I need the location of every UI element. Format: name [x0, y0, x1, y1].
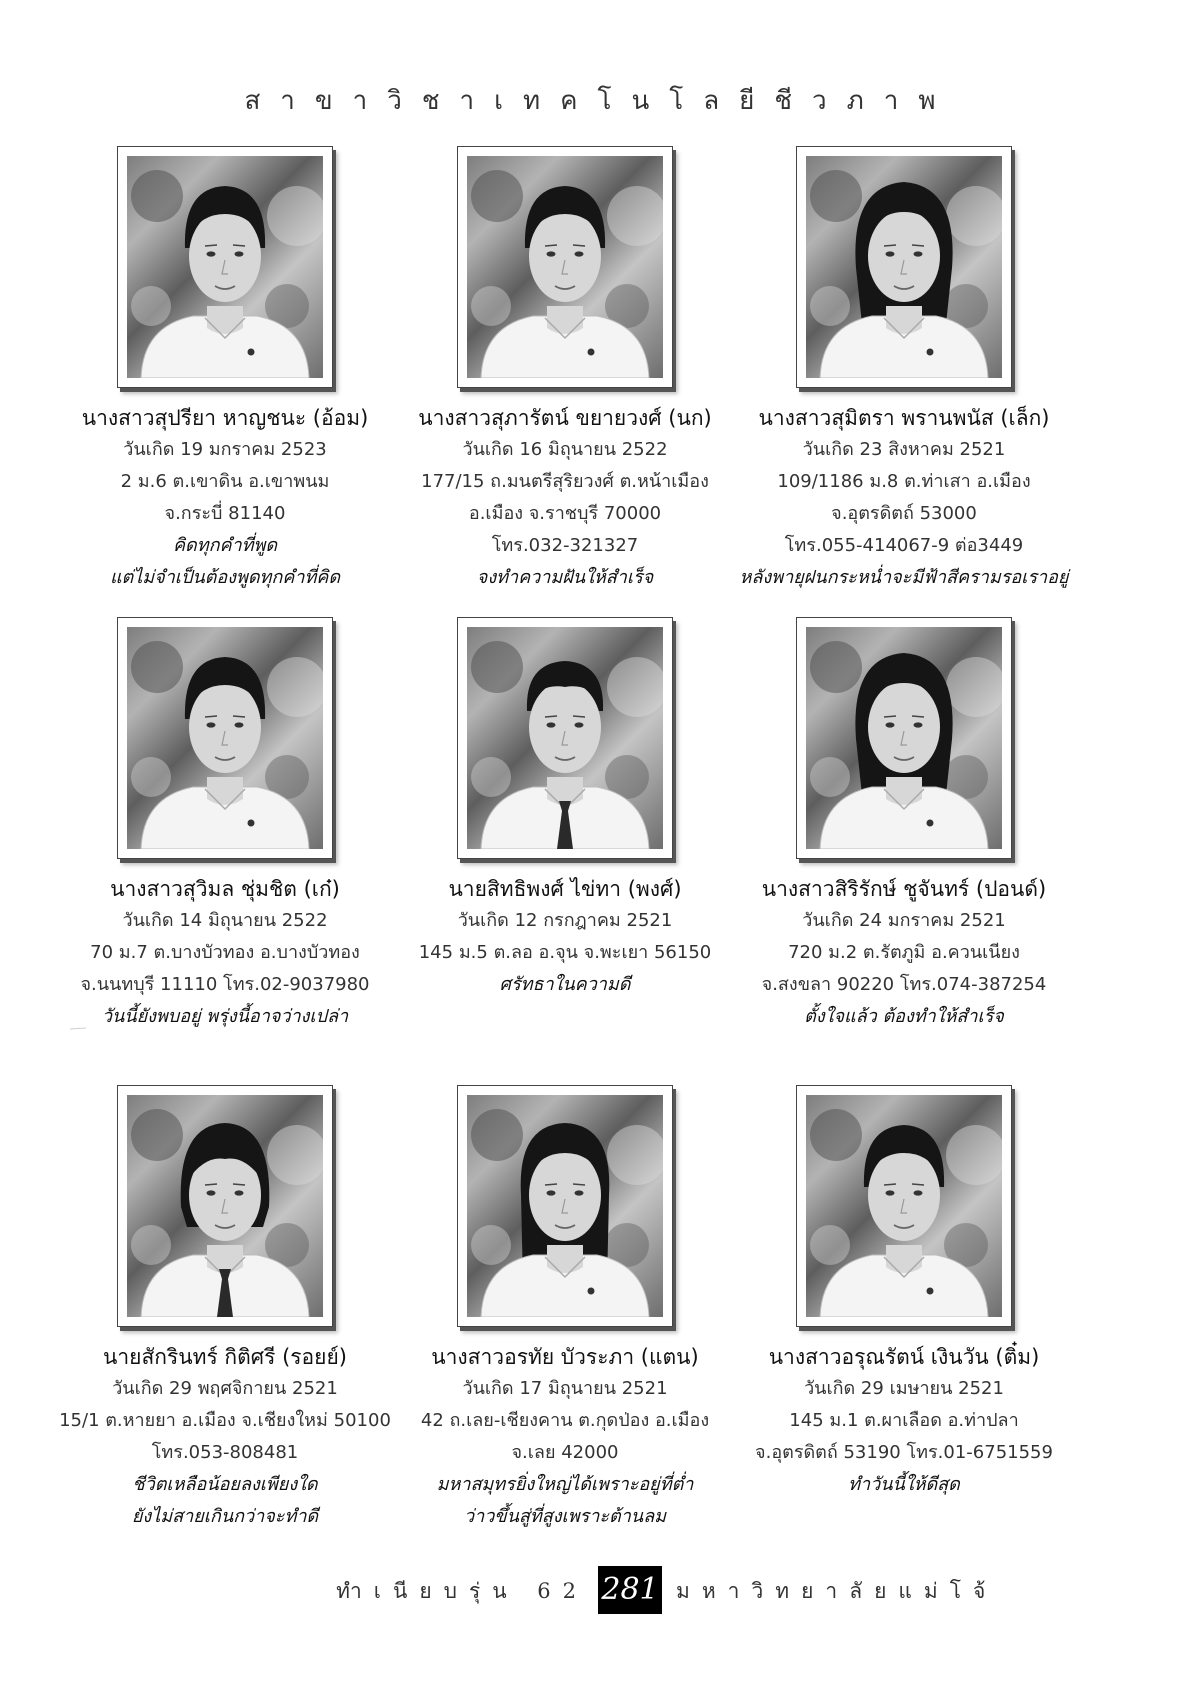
student-motto: แต่ไม่จำเป็นต้องพูดทุกคำที่คิด [109, 567, 341, 588]
portrait-figure [467, 1095, 663, 1317]
student-info [35, 873, 415, 1033]
page-footer [0, 1566, 1200, 1614]
student-address-line: 42 ถ.เลย-เชียงคาน ต.กุดป่อง อ.เมือง [420, 1410, 710, 1431]
section-title: สาขาวิชาเทคโนโลยีชีวภาพ [244, 86, 956, 116]
student-name: นางสาวอรุณรัตน์ เงินวัน (ติ๋ม) [768, 1345, 1040, 1369]
student-motto: ศรัทธาในความดี [499, 974, 631, 995]
student-card [375, 146, 755, 594]
student-address-line: 70 ม.7 ต.บางบัวทอง อ.บางบัวทอง [90, 942, 360, 963]
student-birthday: วันเกิด 29 เมษายน 2521 [804, 1378, 1004, 1399]
student-card [35, 1085, 415, 1533]
student-photo [796, 146, 1012, 388]
student-birthday: วันเกิด 12 กรกฎาคม 2521 [457, 910, 673, 931]
student-name: นางสาวอรทัย บัวระภา (แตน) [431, 1345, 699, 1369]
student-name: นายสิทธิพงศ์ ไข่ทา (พงศ์) [448, 877, 682, 901]
student-name: นางสาวสุวิมล ชุ่มชิต (เก๋) [110, 877, 340, 901]
student-motto: หลังพายุฝนกระหน่ำจะมีฟ้าสีครามรอเราอยู่ [739, 567, 1069, 588]
student-name: นางสาวสุปรียา หาญชนะ (อ้อม) [81, 406, 369, 430]
portrait-figure [806, 156, 1002, 378]
student-photo [457, 617, 673, 859]
student-card [35, 617, 415, 1033]
student-motto: ชีวิตเหลือน้อยลงเพียงใด [132, 1474, 318, 1495]
student-info [375, 402, 755, 594]
student-photo [117, 146, 333, 388]
portrait-figure [467, 627, 663, 849]
portrait-figure [127, 156, 323, 378]
student-card [714, 1085, 1094, 1501]
student-motto: ว่าวขึ้นสู่ที่สูงเพราะต้านลม [463, 1506, 667, 1527]
student-name: นายสักรินทร์ กิติศรี (รอยย์) [103, 1345, 347, 1369]
student-motto: ยังไม่สายเกินกว่าจะทำดี [131, 1506, 319, 1527]
student-card [375, 1085, 755, 1533]
student-photo [796, 617, 1012, 859]
page-number: 281 [598, 1566, 662, 1614]
student-name: นางสาวสิริรักษ์ ชูจันทร์ (ปอนด์) [761, 877, 1047, 901]
student-address-line: จ.อุตรดิตถ์ 53190 โทร.01-6751559 [755, 1442, 1053, 1463]
student-motto: คิดทุกคำที่พูด [172, 535, 278, 556]
student-info [375, 873, 755, 1001]
student-photo [457, 146, 673, 388]
student-info [714, 1341, 1094, 1501]
student-birthday: วันเกิด 19 มกราคม 2523 [123, 439, 327, 460]
student-address-line: จ.เลย 42000 [511, 1442, 619, 1463]
student-name: นางสาวสุมิตรา พรานพนัส (เล็ก) [758, 406, 1050, 430]
student-motto: จงทำความฝันให้สำเร็จ [476, 567, 654, 588]
student-motto: ทำวันนี้ให้ดีสุด [848, 1474, 960, 1495]
student-photo [117, 617, 333, 859]
student-card [375, 617, 755, 1001]
student-name: นางสาวสุภารัตน์ ขยายวงศ์ (นก) [418, 406, 712, 430]
student-address-line: 2 ม.6 ต.เขาดิน อ.เขาพนม [120, 471, 330, 492]
student-info [35, 402, 415, 594]
student-photo [796, 1085, 1012, 1327]
student-address-line: 720 ม.2 ต.รัตภูมิ อ.ควนเนียง [788, 942, 1020, 963]
student-birthday: วันเกิด 23 สิงหาคม 2521 [802, 439, 1006, 460]
portrait-figure [127, 627, 323, 849]
student-address-line: จ.อุตรดิตถ์ 53000 [831, 503, 977, 524]
footer-yearbook-label: ทำเนียบรุ่น 62 [336, 1579, 588, 1603]
footer-university-label: มหาวิทยาลัยแม่โจ้ [676, 1579, 998, 1603]
student-photo [457, 1085, 673, 1327]
student-address-line: โทร.032-321327 [491, 535, 639, 556]
portrait-figure [467, 156, 663, 378]
portrait-figure [127, 1095, 323, 1317]
student-info [35, 1341, 415, 1533]
portrait-figure [806, 627, 1002, 849]
student-card [714, 617, 1094, 1033]
student-photo [117, 1085, 333, 1327]
student-birthday: วันเกิด 16 มิถุนายน 2522 [462, 439, 668, 460]
student-address-line: 145 ม.5 ต.ลอ อ.จุน จ.พะเยา 56150 [418, 942, 712, 963]
student-address-line: 109/1186 ม.8 ต.ท่าเสา อ.เมือง [777, 471, 1031, 492]
student-birthday: วันเกิด 14 มิถุนายน 2522 [122, 910, 328, 931]
student-address-line: 15/1 ต.หายยา อ.เมือง จ.เชียงใหม่ 50100 [59, 1410, 391, 1431]
student-card [714, 146, 1094, 594]
student-address-line: อ.เมือง จ.ราชบุรี 70000 [468, 503, 662, 524]
student-birthday: วันเกิด 29 พฤศจิกายน 2521 [112, 1378, 338, 1399]
student-motto: ตั้งใจแล้ว ต้องทำให้สำเร็จ [804, 1006, 1004, 1027]
student-address-line: โทร.055-414067-9 ต่อ3449 [784, 535, 1024, 556]
student-address-line: จ.กระบี่ 81140 [164, 503, 286, 524]
student-address-line: จ.นนทบุรี 11110 โทร.02-9037980 [80, 974, 370, 995]
student-motto: วันนี้ยังพบอยู่ พรุ่งนี้อาจว่างเปล่า [101, 1006, 349, 1027]
student-address-line: โทร.053-808481 [151, 1442, 299, 1463]
student-info [375, 1341, 755, 1533]
student-card [35, 146, 415, 594]
student-address-line: 145 ม.1 ต.ผาเลือด อ.ท่าปลา [789, 1410, 1019, 1431]
student-address-line: 177/15 ถ.มนตรีสุริยวงศ์ ต.หน้าเมือง [421, 471, 709, 492]
student-info [714, 402, 1094, 594]
portrait-figure [806, 1095, 1002, 1317]
student-address-line: จ.สงขลา 90220 โทร.074-387254 [761, 974, 1047, 995]
student-info [714, 873, 1094, 1033]
student-motto: มหาสมุทรยิ่งใหญ่ได้เพราะอยู่ที่ต่ำ [436, 1474, 694, 1495]
student-birthday: วันเกิด 24 มกราคม 2521 [802, 910, 1006, 931]
student-birthday: วันเกิด 17 มิถุนายน 2521 [462, 1378, 668, 1399]
scan-smudge [70, 1026, 86, 1032]
